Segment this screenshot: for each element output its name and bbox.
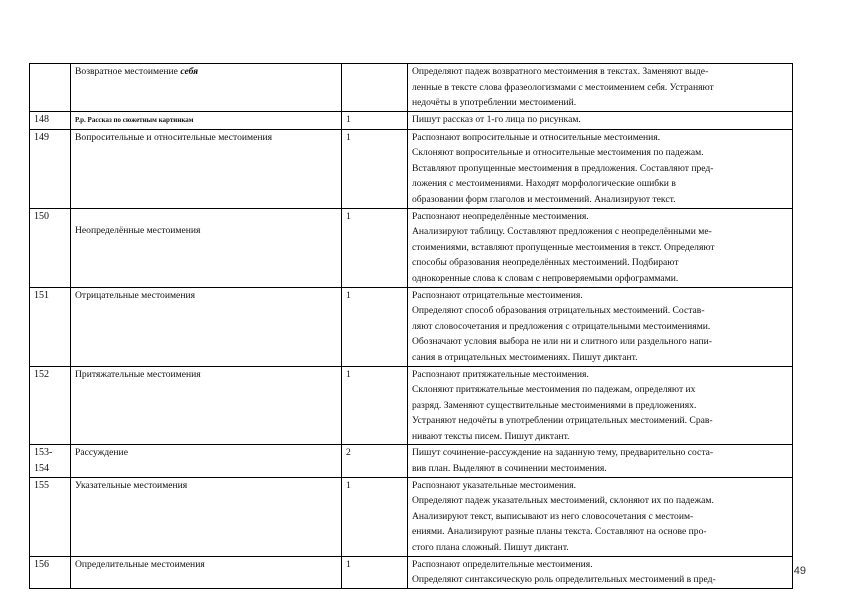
activity-line: Склоняют вопросительные и относительные местоимения по падежам.	[412, 147, 704, 159]
lesson-number: 148	[30, 112, 71, 130]
lesson-hours	[342, 64, 408, 112]
activity-line: Распознают притяжательные местоимения.	[412, 368, 589, 380]
activity-line: Устраняют недочёты в употреблении отрицательных местоимений. Срав-	[412, 415, 713, 427]
lesson-topic	[71, 64, 342, 112]
activity-line: ляют словосочетания и предложения с отрицательными местоимениями.	[412, 320, 711, 332]
lesson-hours: 2	[342, 445, 408, 477]
activity-line: стоимениями, вставляют пропущенные местоимения в текст. Определяют	[412, 241, 715, 253]
table-row	[30, 112, 793, 130]
lesson-hours: 1	[342, 556, 408, 588]
table-row	[30, 556, 793, 588]
activity-line: нивают тексты писем. Пишут диктант.	[412, 430, 570, 442]
lesson-number: 153-154	[30, 445, 71, 477]
lesson-activities	[408, 129, 793, 208]
lesson-activities	[408, 556, 793, 588]
activity-line: однокоренные слова к словам с непроверяемыми орфограммами.	[412, 272, 679, 284]
lesson-activities	[408, 112, 793, 130]
activity-line: Склоняют притяжательные местоимения по падежам, определяют их	[412, 384, 696, 396]
lesson-topic: Притяжательные местоимения	[71, 366, 342, 445]
activity-line: Обозначают условия выбора не или ни и слитного или раздельного напи-	[412, 336, 712, 348]
lesson-activities	[408, 366, 793, 445]
lesson-activities	[408, 477, 793, 556]
lesson-number: 156	[30, 556, 71, 588]
activity-line: Пишут сочинение-рассуждение на заданную тему, предварительно соста-	[412, 447, 714, 459]
lesson-number: 149	[30, 129, 71, 208]
table-row	[30, 445, 793, 477]
topic-italic-word: себя	[180, 66, 199, 77]
table-row	[30, 129, 793, 208]
page-number: 49	[793, 565, 806, 577]
lesson-activities	[408, 445, 793, 477]
activity-line: Анализируют таблицу. Составляют предложения с неопределёнными ме-	[412, 226, 712, 238]
activity-line: Определяют падеж возвратного местоимения в текстах. Заменяют выде-	[412, 66, 709, 77]
table-row	[30, 287, 793, 366]
lesson-hours: 1	[342, 366, 408, 445]
activity-line: Распознают отрицательные местоимения.	[412, 289, 583, 301]
lesson-hours: 1	[342, 208, 408, 287]
activity-line: способы образования неопределённых местоимений. Подбирают	[412, 257, 679, 269]
activity-line: Вставляют пропущенные местоимения в предложения. Составляют пред-	[412, 162, 714, 174]
activity-line: образовании форм глаголов и местоимений. Анализируют текст.	[412, 193, 676, 205]
lesson-topic: Рассуждение	[71, 445, 342, 477]
lesson-topic: Вопросительные и относительные местоимения	[71, 129, 342, 208]
activity-line: Распознают вопросительные и относительные местоимения.	[412, 131, 661, 143]
lesson-hours: 1	[342, 129, 408, 208]
lesson-plan-table	[29, 63, 793, 589]
lesson-topic: Указательные местоимения	[71, 477, 342, 556]
activity-line: ениями. Анализируют разные планы текста. Составляют на основе про-	[412, 526, 707, 538]
activity-line: ленные в тексте слова фразеологизмами с местоимением себя. Устраняют	[412, 81, 714, 93]
lesson-hours: 1	[342, 477, 408, 556]
activity-line: сания в отрицательных местоимениях. Пишут диктант.	[412, 351, 638, 363]
lesson-topic: Неопределённые местоимения	[71, 208, 342, 287]
lesson-number: 150	[30, 208, 71, 287]
lesson-number: 155	[30, 477, 71, 556]
activity-line: Распознают неопределённые местоимения.	[412, 210, 589, 222]
lesson-hours: 1	[342, 112, 408, 130]
table-row	[30, 208, 793, 287]
lesson-topic: Определительные местоимения	[71, 556, 342, 588]
lesson-activities	[408, 64, 793, 112]
lesson-number: 152	[30, 366, 71, 445]
topic-text: Р.р. Рассказ по сюжетным картинкам	[75, 116, 194, 124]
activity-line: Распознают указательные местоимения.	[412, 479, 577, 491]
lesson-topic: Отрицательные местоимения	[71, 287, 342, 366]
activity-line: недочёты в употреблении местоимений.	[412, 97, 577, 109]
activity-line: Определяют падеж указательных местоимений, склоняют их по падежам.	[412, 495, 714, 507]
activity-line: Пишут рассказ от 1-го лица по рисункам.	[412, 114, 581, 125]
activity-line: Анализируют текст, выписывают из него словосочетания с местоим-	[412, 510, 694, 522]
table-row	[30, 477, 793, 556]
activity-line: Распознают определительные местоимения.	[412, 558, 593, 570]
topic-text: Возвратное местоимение	[75, 66, 181, 77]
activity-line: вив план. Выделяют в сочинении местоимения.	[412, 463, 607, 475]
lesson-number	[30, 64, 71, 112]
lesson-hours: 1	[342, 287, 408, 366]
activity-line: Определяют способ образования отрицательных местоимений. Состав-	[412, 305, 705, 317]
activity-line: разряд. Заменяют существительные местоимениями в предложениях.	[412, 399, 697, 411]
lesson-activities	[408, 287, 793, 366]
lesson-topic	[71, 112, 342, 130]
activity-line: ложения с местоимениями. Находят морфологические ошибки в	[412, 178, 676, 190]
table-row	[30, 366, 793, 445]
activity-line: стого плана сложный. Пишут диктант.	[412, 542, 569, 554]
lesson-number: 151	[30, 287, 71, 366]
lesson-activities	[408, 208, 793, 287]
activity-line: Определяют синтаксическую роль определительных местоимений в пред-	[412, 574, 716, 586]
table-row	[30, 64, 793, 112]
